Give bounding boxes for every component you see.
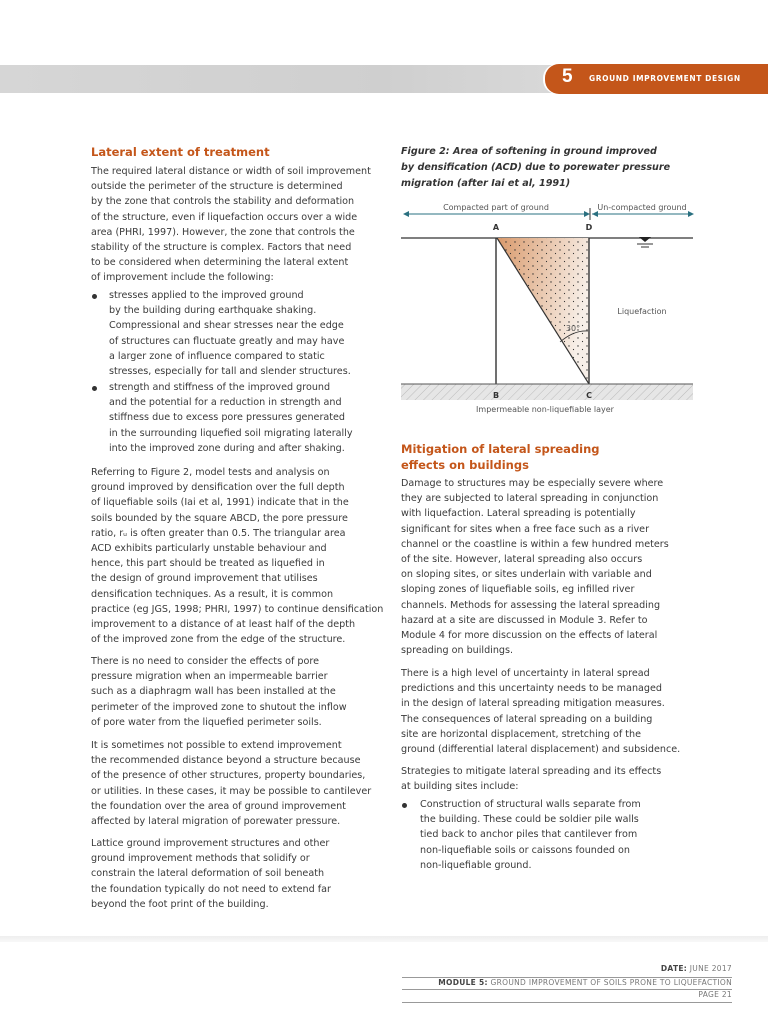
paragraph: It is sometimes not possible to extend improvement the recommended distance beyond a structure because of the presence of other structures, property boundaries, or utilities. In these cases, it may be possible to cantilever the foundation over the area of ground improvement affected by lateral migration of porewater pressure. <box>91 740 372 828</box>
bullet-item: Construction of structural walls separate from the building. These could be soldier pile walls tied back to anchor piles that cantilever from non-liquefiable soils or caissons founded on non-liquefiable ground. <box>420 799 641 871</box>
bullet-item: strength and stiffness of the improved ground and the potential for a reduction in strength and stiffness due to excess pore pressures generated in the surrounding liquefied soil migrating laterally into the improved zone during and after shaking. <box>109 382 353 454</box>
paragraph: Strategies to mitigate lateral spreading and its effects at building sites include: <box>401 766 662 793</box>
date-value: JUNE 2017 <box>689 964 732 973</box>
date-label: DATE: <box>660 964 688 973</box>
divider <box>402 1002 732 1003</box>
footer-date <box>661 964 732 973</box>
point-a-label: A <box>492 223 500 232</box>
impermeable-layer <box>401 384 693 400</box>
section-heading: Mitigation of lateral spreading effects on buildings <box>401 442 600 472</box>
point-c-label: C <box>586 391 592 400</box>
bullet-item: stresses applied to the improved ground by the building during earthquake shaking. Compressional and shear stresses near the edge of structures can fluctuate greatly and may have a larger zone of influence compared to static stresses, especially for tall and slender structures. <box>109 290 351 378</box>
chapter-number: 5 <box>562 66 573 87</box>
paragraph: Referring to Figure 2, model tests and analysis on ground improved by densification over the full depth of liquefiable soils (Iai et al, 1991) indicate that in the soils bounded by the square ABCD, the pore pressure ratio, rᵤ is often greater than 0.5. The triangular area ACD exhibits particularly unstable behaviour and hence, this part should be treated as liquefied in the design of ground improvement that utilises densification techniques. As a result, it is common practice (eg JGS, 1998; PHRI, 1997) to continue densification improvement to a distance of at least half of the depth of the improved zone from the edge of the structure. <box>91 467 384 646</box>
footer-module <box>438 978 732 987</box>
paragraph: Lattice ground improvement structures and other ground improvement methods that solidify or constrain the lateral deformation of soil beneath the foundation typically do not need to extend far beyond the foot print of the building. <box>91 838 331 910</box>
paragraph: The required lateral distance or width of soil improvement outside the perimeter of the structure is determined by the zone that controls the stability and deformation of the structure, even if liquefaction occurs over a wide area (PHRI, 1997). However, the zone that controls the stability of the structure is complex. Factors that need to be considered when determining the lateral extent of improvement include the following: <box>91 166 371 284</box>
page-number: PAGE 21 <box>698 990 732 999</box>
section-heading: Lateral extent of treatment <box>91 145 270 159</box>
liquefaction-label: Liquefaction <box>617 307 667 316</box>
point-b-label: B <box>492 391 500 400</box>
footer-bar <box>0 936 768 942</box>
layer-label: Impermeable non-liquefiable layer <box>476 405 614 414</box>
compacted-label: Compacted part of ground <box>443 203 549 212</box>
figure-caption: Figure 2: Area of softening in ground improved by densification (ACD) due to porewater pressure migration (after Iai et al, 1991) <box>401 146 671 189</box>
uncompacted-label: Un-compacted ground <box>597 203 687 212</box>
angle-label: 30° <box>565 324 581 333</box>
module-label: MODULE 5: <box>438 978 488 987</box>
point-d-label: D <box>585 223 593 232</box>
paragraph: There is no need to consider the effects of pore pressure migration when an impermeable barrier such as a diaphragm wall has been installed at the perimeter of the improved zone to shutout the inflow of pore water from the liquefied perimeter soils. <box>91 656 347 728</box>
divider <box>402 989 732 990</box>
paragraph: There is a high level of uncertainty in lateral spread predictions and this uncertainty needs to be managed in the design of lateral spreading mitigation measures. The consequences of lateral spreading on a building site are horizontal displacement, stretching of the ground (differential lateral displacement) and subsidence. <box>401 668 681 756</box>
module-title: GROUND IMPROVEMENT OF SOILS PRONE TO LIQUEFACTION <box>490 978 732 987</box>
chapter-title: GROUND IMPROVEMENT DESIGN <box>589 74 741 83</box>
paragraph: Damage to structures may be especially severe where they are subjected to lateral spreading in conjunction with liquefaction. Lateral spreading is potentially significant for sites when a free face such as a river channel or the coastline is within a few hundred meters of the site. However, lateral spreading also occurs on sloping sites, or sites underlain with variable and sloping zones of liquefiable soils, eg infilled river channels. Methods for assessing the lateral spreading hazard at a site are discussed in Module 3. Refer to Module 4 for more discussion on the effects of lateral spreading on buildings. <box>401 478 669 657</box>
bullet-icon <box>402 803 409 810</box>
